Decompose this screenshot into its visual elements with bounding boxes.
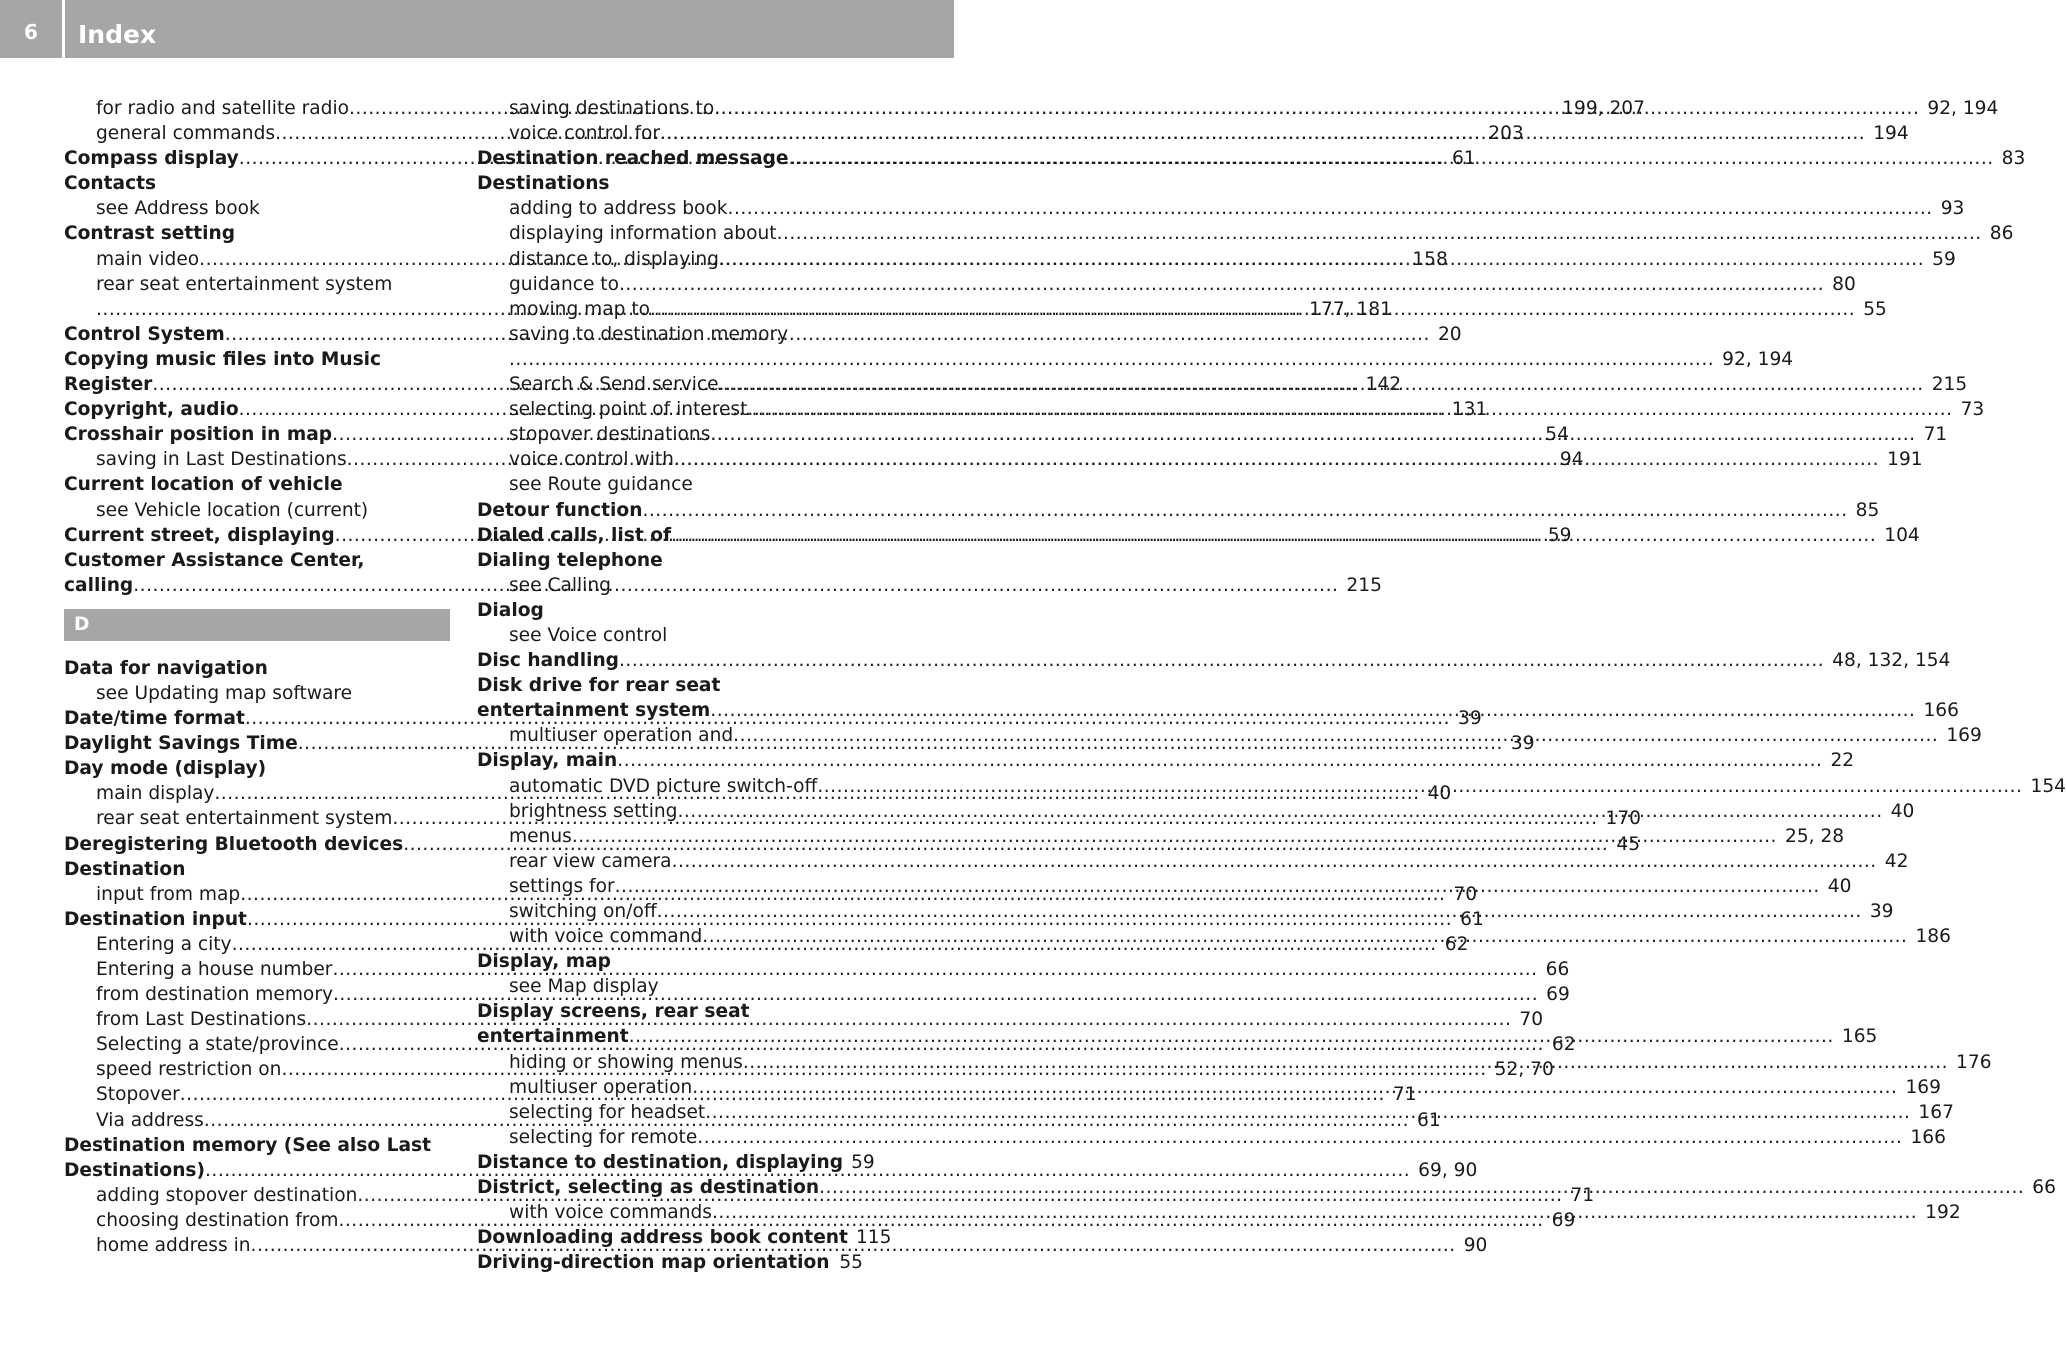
page-reference: 154	[2030, 775, 2066, 797]
entry-text: Customer Assistance Center,	[64, 549, 365, 571]
index-entry	[477, 648, 1951, 673]
entry-text: saving destinations to	[509, 98, 715, 119]
entry-text: see Map display	[509, 976, 659, 998]
entry-text: home address in	[96, 1235, 251, 1257]
page-reference: 40	[1890, 800, 1915, 822]
page-reference: 158	[1412, 248, 1448, 270]
page-reference: 86	[1989, 223, 2014, 245]
dot-leader	[697, 1125, 1902, 1150]
dot-leader	[714, 96, 1919, 121]
page-reference: 62	[1551, 1034, 1576, 1056]
entry-text: see Updating map software	[96, 682, 353, 704]
entry-text: Dialed calls, list of	[477, 524, 672, 546]
page-reference: 48, 132, 154	[1832, 650, 1951, 672]
entry-text: Destination	[64, 858, 186, 880]
entry-text: Contacts	[64, 173, 157, 195]
entry-text: general commands	[96, 123, 276, 145]
page-reference: 194	[1873, 123, 1909, 145]
page-reference: 191	[1887, 449, 1923, 471]
page-reference: 20	[1437, 323, 1462, 345]
page-reference: 169	[1946, 725, 1982, 747]
entry-text: Destination input	[64, 908, 247, 930]
dot-leader	[728, 196, 1933, 221]
entry-text: moving map to	[509, 298, 651, 320]
page-reference: 142	[1365, 374, 1402, 396]
index-entry	[477, 748, 1855, 773]
entry-text: selecting for headset	[509, 1101, 706, 1123]
page-reference: 71	[1570, 1184, 1595, 1206]
index-subentry	[477, 472, 863, 497]
entry-text: main display	[96, 783, 215, 805]
dot-leader	[710, 698, 1915, 723]
index-entry	[64, 548, 450, 573]
index-subentry	[477, 974, 863, 999]
index-entry	[477, 1150, 875, 1175]
dot-leader	[619, 648, 1824, 673]
entry-text: see Calling	[509, 574, 611, 596]
dot-leader	[657, 899, 1862, 924]
page-header	[0, 0, 954, 58]
entry-text: displaying information about	[509, 223, 777, 245]
index-entry	[477, 949, 863, 974]
page-reference: 186	[1915, 926, 1951, 948]
index-subentry	[477, 623, 863, 648]
entry-text: Entering a city	[96, 933, 232, 955]
entry-text: saving in Last Destinations	[96, 449, 347, 471]
entry-text: automatic DVD picture switch-off	[509, 775, 818, 797]
entry-text: menus	[509, 825, 572, 847]
entry-text: speed restriction on	[96, 1059, 282, 1081]
dot-leader	[747, 397, 1952, 422]
page-reference: 199, 207	[1562, 98, 1645, 119]
entry-text: distance to, displaying	[509, 248, 719, 270]
page-reference: 131	[1451, 399, 1488, 421]
entry-text: choosing destination from	[96, 1209, 339, 1231]
entry-text: with voice command	[509, 926, 703, 948]
entry-text: Display screens, rear seat	[477, 1001, 750, 1023]
page-reference: 166	[1923, 700, 1959, 722]
page-reference: 203	[1488, 123, 1524, 145]
page-reference: 70	[1519, 1009, 1544, 1031]
entry-text: rear seat entertainment system	[96, 273, 393, 295]
entry-text: Crosshair position in map	[64, 424, 333, 446]
page-reference: 40	[1427, 783, 1452, 805]
entry-text: Contrast setting	[64, 223, 236, 245]
index-subentry	[477, 221, 2014, 246]
page-reference: 167	[1918, 1101, 1954, 1123]
index-entry	[64, 472, 450, 497]
index-entry	[477, 1250, 863, 1275]
entry-text: Deregistering Bluetooth devices	[64, 833, 404, 855]
entry-text: Data for navigation	[64, 657, 268, 679]
entry-text: see Voice control	[509, 624, 668, 646]
page-reference: 61	[1460, 908, 1484, 930]
page-reference: 166	[1910, 1126, 1946, 1148]
dot-leader	[650, 297, 1855, 322]
dot-leader	[615, 874, 1820, 899]
index-entry	[64, 347, 450, 372]
entry-text: main video	[96, 248, 200, 270]
entry-text: multiuser operation	[509, 1076, 693, 1098]
index-subentry	[64, 272, 450, 297]
index-entry	[64, 656, 450, 681]
entry-text: for radio and satellite radio	[96, 98, 349, 119]
entry-text: Compass display	[64, 148, 239, 170]
entry-text: entertainment	[477, 1026, 629, 1048]
entry-text: multiuser operation and	[509, 725, 734, 747]
entry-text: Driving-direction map orientation	[477, 1252, 830, 1274]
entry-text: Disk drive for rear seat	[477, 675, 721, 697]
page-reference: 59	[851, 1151, 875, 1173]
entry-text: Control System	[64, 323, 225, 345]
page-reference: 25, 28	[1784, 825, 1845, 847]
page-reference: 165	[1841, 1026, 1878, 1048]
index-entry	[64, 756, 450, 781]
entry-text: saving to destination memory	[509, 323, 789, 345]
index-subentry	[477, 573, 863, 598]
index-entry	[64, 1133, 450, 1158]
entry-text: selecting point of interest	[509, 399, 748, 421]
dot-leader	[819, 1175, 2024, 1200]
entry-text: see Vehicle location (current)	[96, 499, 369, 521]
entry-text: Destination memory (See also Last	[64, 1134, 431, 1156]
entry-text: entertainment system	[477, 700, 711, 722]
dot-leader	[817, 774, 2022, 799]
page-reference: 215	[1931, 374, 1968, 396]
entry-text: with voice commands	[509, 1202, 712, 1224]
dot-leader	[702, 924, 1907, 949]
index-entry	[64, 857, 450, 882]
index-subentry	[477, 347, 1794, 372]
entry-text: from Last Destinations	[96, 1009, 307, 1031]
entry-text: Display, main	[477, 750, 618, 772]
page-reference: 80	[1832, 273, 1856, 295]
entry-text: guidance to	[509, 273, 619, 295]
entry-text: Daylight Savings Time	[64, 733, 298, 755]
entry-text: stopover destinations	[509, 424, 711, 446]
entry-text: Destinations)	[64, 1159, 205, 1181]
index-subentry	[477, 272, 1856, 297]
page-reference: 169	[1905, 1076, 1941, 1098]
index-subentry	[477, 849, 1909, 874]
dot-leader	[719, 372, 1924, 397]
page-reference: 39	[1869, 901, 1894, 922]
entry-text: adding to address book	[509, 198, 728, 220]
dot-leader	[677, 799, 1882, 824]
entry-text: Search & Send service	[509, 374, 719, 396]
entry-text: Copying music files into Music	[64, 348, 382, 370]
dot-leader	[719, 247, 1924, 272]
dot-leader	[572, 824, 1777, 849]
dot-leader	[743, 1050, 1948, 1075]
index-entry	[477, 673, 863, 698]
dot-leader	[788, 146, 1993, 171]
page-reference: 61	[1417, 1109, 1441, 1131]
page-reference: 61	[1451, 148, 1476, 170]
entry-text: Current location of vehicle	[64, 474, 343, 496]
page-reference: 55	[1863, 298, 1887, 320]
entry-text: Distance to destination, displaying	[477, 1151, 844, 1173]
entry-text: Via address	[96, 1109, 204, 1131]
entry-text: Detour function	[477, 499, 643, 521]
entry-text: Destinations	[477, 173, 610, 195]
page-title: Index	[78, 20, 157, 49]
page-reference: 170	[1605, 808, 1642, 830]
page-reference: 83	[2001, 148, 2026, 170]
entry-text: rear seat entertainment system	[96, 808, 393, 830]
entry-text: voice control for	[509, 123, 661, 145]
entry-text: settings for	[509, 875, 615, 897]
entry-text: input from map	[96, 883, 241, 905]
dot-leader	[710, 422, 1915, 447]
entry-text: Stopover	[96, 1084, 180, 1106]
page-reference: 62	[1444, 933, 1469, 955]
page-reference: 177, 181	[1309, 298, 1392, 320]
header-divider	[62, 0, 65, 58]
page-reference: 66	[1545, 959, 1570, 980]
dot-leader	[629, 1024, 1834, 1049]
dot-leader	[642, 498, 1847, 523]
dot-leader	[617, 748, 1822, 773]
index-subentry	[64, 498, 450, 523]
index-subentry	[477, 196, 1965, 221]
dot-leader	[705, 1100, 1910, 1125]
index-subentry	[477, 1125, 1946, 1150]
page-reference: 104	[1884, 524, 1920, 546]
entry-text: Display, map	[477, 951, 611, 973]
index-entry	[477, 1225, 892, 1250]
page-reference: 59	[1932, 248, 1956, 270]
entry-text: Disc handling	[477, 650, 619, 672]
entry-text: switching on/off	[509, 901, 657, 922]
entry-text: Current street, displaying	[64, 524, 335, 546]
entry-text: see Address book	[96, 198, 260, 220]
page-reference: 52, 70	[1494, 1059, 1554, 1081]
index-entry	[477, 498, 1880, 523]
page-reference: 93	[1940, 198, 1965, 220]
entry-text: Selecting a state/province	[96, 1034, 339, 1056]
dot-leader	[712, 1200, 1917, 1225]
page-reference: 39	[1458, 708, 1482, 730]
page-number: 6	[24, 20, 38, 44]
entry-text: adding stopover destination	[96, 1184, 358, 1206]
page-reference: 69, 90	[1418, 1159, 1478, 1181]
page-reference: 66	[2032, 1177, 2056, 1199]
index-subentry	[64, 196, 450, 221]
dot-leader	[660, 121, 1865, 146]
entry-text: voice control with	[509, 449, 674, 471]
dot-leader	[733, 723, 1938, 748]
dot-leader	[672, 849, 1877, 874]
entry-text: Copyright, audio	[64, 399, 239, 421]
page-reference: 90	[1463, 1235, 1488, 1257]
entry-text: hiding or showing menus	[509, 1051, 743, 1073]
page-reference: 69	[1546, 984, 1570, 1006]
index-entry	[477, 548, 863, 573]
page-reference: 92, 194	[1722, 348, 1794, 370]
dot-leader	[692, 1075, 1897, 1100]
index-entry	[477, 171, 863, 196]
index-entry	[64, 171, 450, 196]
dot-leader	[674, 447, 1879, 472]
dot-leader	[509, 347, 1714, 372]
dot-leader	[619, 272, 1824, 297]
entry-text: from destination memory	[96, 984, 333, 1006]
entry-text: Register	[64, 374, 153, 396]
entry-text: rear view camera	[509, 850, 672, 872]
page-reference: 115	[855, 1227, 892, 1249]
page-reference: 92, 194	[1927, 98, 1999, 119]
page-reference: 71	[1392, 1084, 1417, 1106]
entry-text: Date/time format	[64, 708, 245, 730]
entry-text: Day mode (display)	[64, 758, 267, 780]
index-subentry	[477, 322, 863, 347]
page-reference: 22	[1830, 750, 1855, 772]
entry-text: selecting for remote	[509, 1126, 698, 1148]
page-reference: 70	[1453, 883, 1478, 905]
page-reference: 69	[1551, 1209, 1576, 1231]
entry-text: see Route guidance	[509, 474, 693, 496]
entry-text: Dialog	[477, 599, 544, 621]
dot-leader	[671, 523, 1876, 548]
page-reference: 85	[1855, 499, 1880, 521]
page-reference: 39	[1510, 733, 1535, 755]
entry-text: brightness setting	[509, 800, 678, 822]
page-reference: 54	[1545, 424, 1569, 446]
index-subentry	[64, 681, 450, 706]
page-reference: 73	[1960, 399, 1985, 421]
index-entry	[477, 999, 863, 1024]
entry-text: District, selecting as destination	[477, 1177, 820, 1199]
page-reference: 40	[1827, 875, 1852, 897]
dot-leader	[777, 221, 1982, 246]
index-entry	[477, 598, 863, 623]
page-reference: 192	[1925, 1202, 1961, 1224]
entry-text: calling	[64, 574, 134, 596]
page-reference: 215	[1346, 574, 1382, 596]
entry-text: Destination reached message	[477, 148, 789, 170]
section-header: D	[64, 609, 450, 641]
page-reference: 71	[1923, 424, 1948, 446]
index-entry	[64, 221, 450, 246]
page-reference: 176	[1956, 1051, 1992, 1073]
page-reference: 42	[1884, 850, 1909, 872]
page-reference: 55	[839, 1252, 863, 1274]
page-reference: 94	[1559, 449, 1584, 471]
page-reference: 45	[1616, 833, 1641, 855]
entry-text: Dialing telephone	[477, 549, 663, 571]
entry-text: Downloading address book content	[477, 1227, 848, 1249]
page-reference: 59	[1547, 524, 1572, 546]
entry-text: Entering a house number	[96, 959, 333, 980]
